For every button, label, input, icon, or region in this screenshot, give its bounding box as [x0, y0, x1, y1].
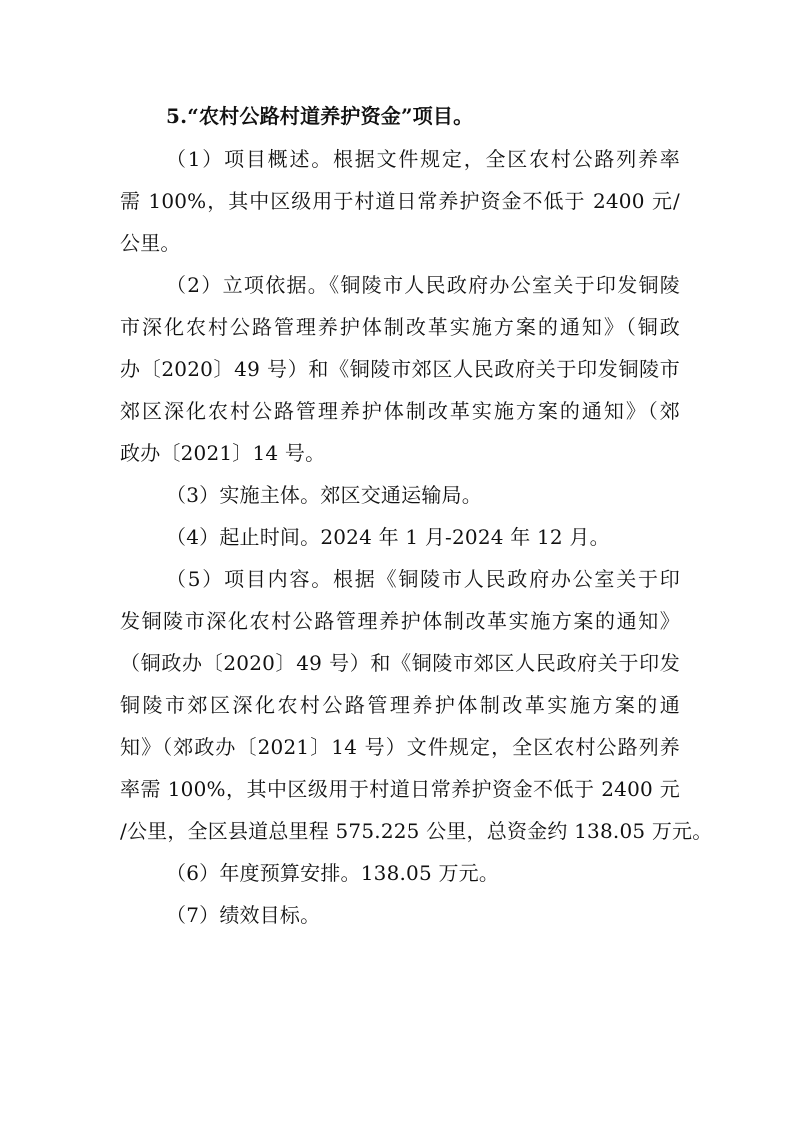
paragraph-line: 办〔2020〕49 号）和《铜陵市郊区人民政府关于印发铜陵市 — [120, 357, 680, 381]
paragraph-line: 率需 100%，其中区级用于村道日常养护资金不低于 2400 元 — [120, 777, 680, 801]
paragraph-line: 铜陵市郊区深化农村公路管理养护体制改革实施方案的通 — [120, 693, 680, 717]
paragraph-line: （铜政办〔2020〕49 号）和《铜陵市郊区人民政府关于印发 — [120, 651, 680, 675]
paragraph-line: （1）项目概述。根据文件规定，全区农村公路列养率 — [166, 147, 680, 171]
paragraph-line: 知》（郊政办〔2021〕14 号）文件规定，全区农村公路列养 — [120, 735, 680, 759]
paragraph-line: /公里，全区县道总里程 575.225 公里，总资金约 138.05 万元。 — [120, 819, 713, 843]
paragraph-line: 公里。 — [120, 231, 181, 255]
paragraph-line: （3）实施主体。郊区交通运输局。 — [166, 483, 482, 507]
paragraph-line: （6）年度预算安排。138.05 万元。 — [166, 861, 500, 885]
paragraph-line: （5）项目内容。根据《铜陵市人民政府办公室关于印 — [166, 567, 680, 591]
paragraph-line: 发铜陵市深化农村公路管理养护体制改革实施方案的通知》 — [120, 609, 680, 633]
paragraph-line: 政办〔2021〕14 号。 — [120, 441, 326, 465]
section-heading: 5.“农村公路村道养护资金”项目。 — [166, 104, 474, 128]
paragraph-line: 市深化农村公路管理养护体制改革实施方案的通知》（铜政 — [120, 315, 680, 339]
paragraph-line: （4）起止时间。2024 年 1 月-2024 年 12 月。 — [166, 525, 610, 549]
paragraph-line: （2）立项依据。《铜陵市人民政府办公室关于印发铜陵 — [166, 273, 680, 297]
paragraph-line: 需 100%，其中区级用于村道日常养护资金不低于 2400 元/ — [120, 189, 680, 213]
paragraph-line: 郊区深化农村公路管理养护体制改革实施方案的通知》（郊 — [120, 399, 680, 423]
paragraph-line: （7）绩效目标。 — [166, 903, 321, 927]
